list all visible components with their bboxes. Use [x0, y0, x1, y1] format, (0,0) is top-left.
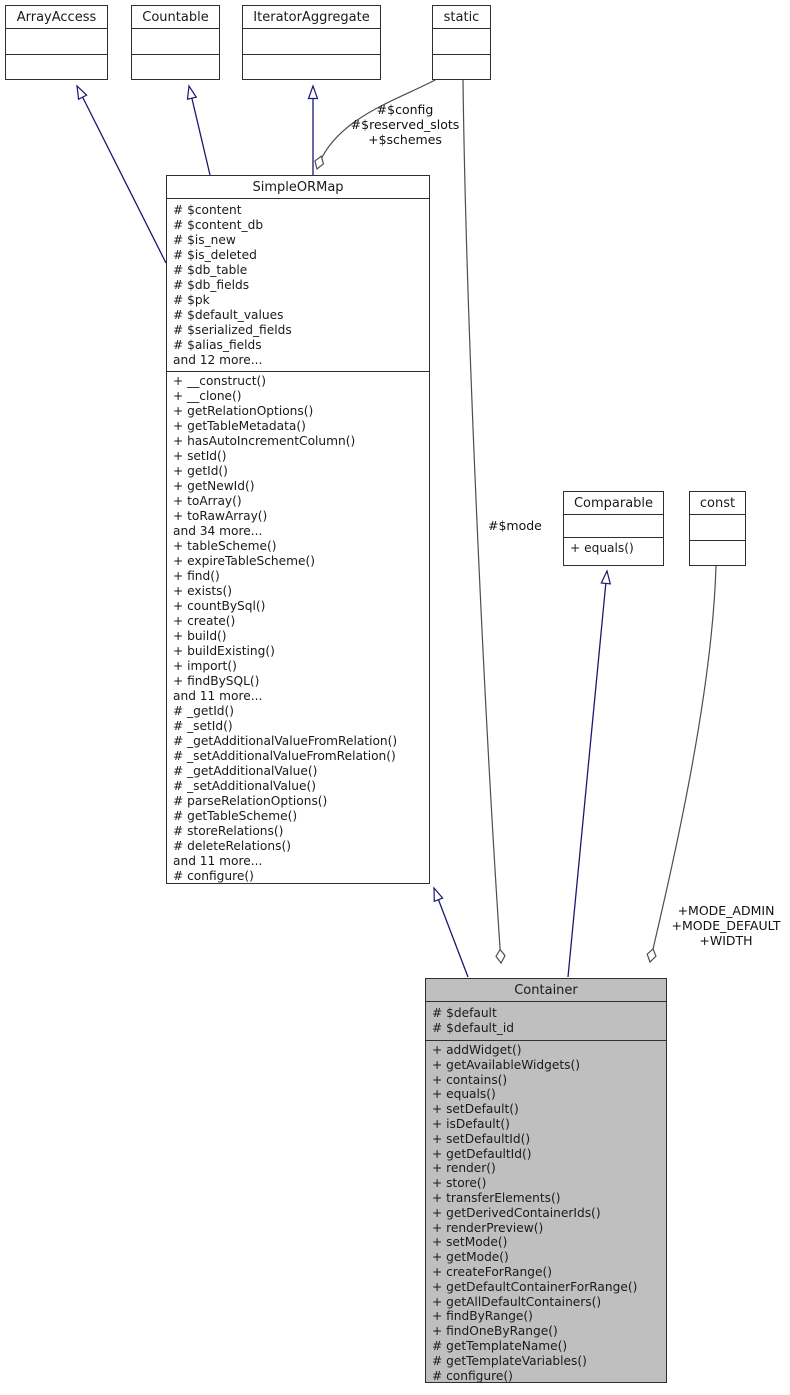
class-simpleormap[interactable] — [166, 175, 430, 884]
attribute-row: # $default_id — [432, 1021, 514, 1035]
empty-methods-compartment — [132, 54, 219, 80]
class-title: ArrayAccess — [6, 6, 107, 29]
class-comparable[interactable] — [563, 491, 664, 566]
attribute-row: # $db_table — [173, 263, 248, 277]
method-row: # deleteRelations() — [173, 839, 291, 853]
class-container[interactable] — [425, 978, 667, 1383]
method-row: + render() — [432, 1161, 496, 1176]
method-row: + transferElements() — [432, 1190, 561, 1205]
edge-label-line: +MODE_ADMIN — [677, 903, 775, 918]
method-row: + toRawArray() — [173, 509, 268, 523]
method-row: + store() — [432, 1176, 487, 1191]
method-row: # configure() — [173, 869, 254, 883]
attribute-row: # $content — [173, 203, 242, 217]
class-static[interactable] — [432, 5, 491, 80]
attribute-row: # $alias_fields — [173, 338, 262, 352]
method-row: + getDerivedContainerIds() — [432, 1205, 601, 1220]
method-row: and 11 more... — [173, 689, 263, 703]
method-row: + getDefaultContainerForRange() — [432, 1279, 638, 1294]
edge-label-line: +MODE_DEFAULT — [671, 918, 781, 933]
edge-label-line: +WIDTH — [699, 933, 753, 948]
method-row: + hasAutoIncrementColumn() — [173, 434, 356, 448]
method-row: + find() — [173, 569, 220, 583]
method-row: + getId() — [173, 464, 228, 478]
method-row: # _setAdditionalValue() — [173, 779, 316, 793]
class-iteratoraggregate[interactable] — [242, 5, 381, 80]
edge-label-line: #$reserved_slots — [350, 117, 460, 132]
method-row: # _getId() — [173, 704, 235, 718]
method-row: # _setId() — [173, 719, 233, 733]
edge-simpleormap-arrayaccess — [77, 86, 166, 263]
class-title: Countable — [132, 6, 219, 29]
method-row: + getMode() — [432, 1250, 509, 1265]
edge-label-line: #$mode — [488, 518, 542, 533]
empty-attributes-compartment — [690, 515, 745, 540]
class-title: SimpleORMap — [167, 176, 429, 199]
class-title: Container — [426, 979, 666, 1002]
method-row: + createForRange() — [432, 1264, 552, 1279]
attribute-row: # $pk — [173, 293, 210, 307]
method-row: + exists() — [173, 584, 232, 598]
method-row: + equals() — [432, 1087, 496, 1102]
method-row: + build() — [173, 629, 227, 643]
empty-attributes-compartment — [433, 29, 490, 54]
method-row: + toArray() — [173, 494, 242, 508]
method-row: and 11 more... — [173, 854, 263, 868]
method-row: + renderPreview() — [432, 1220, 544, 1235]
class-arrayaccess[interactable] — [5, 5, 108, 80]
method-row: + findOneByRange() — [432, 1324, 558, 1339]
attribute-row: # $default — [432, 1006, 497, 1020]
method-row: # storeRelations() — [173, 824, 284, 838]
method-row: # configure() — [432, 1368, 513, 1382]
method-row: + setDefaultId() — [432, 1131, 531, 1146]
method-row: + getNewId() — [173, 479, 255, 493]
method-row: + setId() — [173, 449, 227, 463]
empty-attributes-compartment — [132, 29, 219, 54]
edge-label-static-container — [488, 518, 550, 533]
edge-container-simpleormap — [434, 888, 468, 977]
class-attributes — [426, 1002, 666, 1040]
method-row: # _setAdditionalValueFromRelation() — [173, 749, 396, 763]
method-row: + getTableMetadata() — [173, 419, 306, 433]
method-row: + setDefault() — [432, 1102, 519, 1117]
edge-label-line: #$config — [376, 102, 434, 117]
method-row: + expireTableScheme() — [173, 554, 315, 568]
class-title: IteratorAggregate — [243, 6, 380, 29]
method-row: + create() — [173, 614, 236, 628]
class-methods — [564, 537, 663, 565]
method-row: # _getAdditionalValueFromRelation() — [173, 734, 398, 748]
method-row: and 34 more... — [173, 524, 263, 538]
method-row: # _getAdditionalValue() — [173, 764, 318, 778]
method-row: + getDefaultId() — [432, 1146, 532, 1161]
attribute-row: # $serialized_fields — [173, 323, 292, 337]
method-row: # getTemplateName() — [432, 1338, 568, 1353]
method-row: + contains() — [432, 1072, 508, 1087]
method-row: + buildExisting() — [173, 644, 275, 658]
edge-label-line: +$schemes — [368, 132, 442, 147]
empty-methods-compartment — [6, 54, 107, 80]
empty-methods-compartment — [433, 54, 490, 80]
edge-label-static-simpleormap — [343, 102, 467, 147]
class-title: Comparable — [564, 492, 663, 515]
empty-methods-compartment — [243, 54, 380, 80]
class-title: const — [690, 492, 745, 515]
edge-label-const-container — [663, 903, 789, 948]
method-row: + __clone() — [173, 389, 242, 403]
method-row: + findByRange() — [432, 1309, 533, 1324]
empty-attributes-compartment — [6, 29, 107, 54]
attribute-row: and 12 more... — [173, 353, 263, 367]
method-row: + setMode() — [432, 1235, 508, 1250]
method-row: + countBySql() — [173, 599, 266, 613]
attribute-row: # $db_fields — [173, 278, 250, 292]
empty-methods-compartment — [690, 540, 745, 566]
empty-attributes-compartment — [243, 29, 380, 54]
empty-attributes-compartment — [564, 515, 663, 537]
class-const[interactable] — [689, 491, 746, 566]
method-row: + equals() — [570, 541, 634, 555]
method-row: + addWidget() — [432, 1043, 522, 1057]
edge-container-comparable — [568, 571, 607, 977]
method-row: + getRelationOptions() — [173, 404, 314, 418]
method-row: + import() — [173, 659, 237, 673]
method-row: + tableScheme() — [173, 539, 277, 553]
attribute-row: # $is_deleted — [173, 248, 257, 262]
class-title: static — [433, 6, 490, 29]
class-countable[interactable] — [131, 5, 220, 80]
attribute-row: # $default_values — [173, 308, 284, 322]
class-methods — [426, 1040, 666, 1382]
attribute-row: # $is_new — [173, 233, 236, 247]
attribute-row: # $content_db — [173, 218, 264, 232]
method-row: # parseRelationOptions() — [173, 794, 328, 808]
method-row: # getTemplateVariables() — [432, 1353, 587, 1368]
class-attributes — [167, 199, 429, 371]
edge-simpleormap-countable — [189, 86, 210, 175]
method-row: # getTableScheme() — [173, 809, 298, 823]
method-row: + getAvailableWidgets() — [432, 1057, 581, 1072]
method-row: + __construct() — [173, 374, 267, 388]
method-row: + findBySQL() — [173, 674, 260, 688]
method-row: + isDefault() — [432, 1116, 510, 1131]
method-row: + getAllDefaultContainers() — [432, 1294, 602, 1309]
class-methods — [167, 371, 429, 883]
